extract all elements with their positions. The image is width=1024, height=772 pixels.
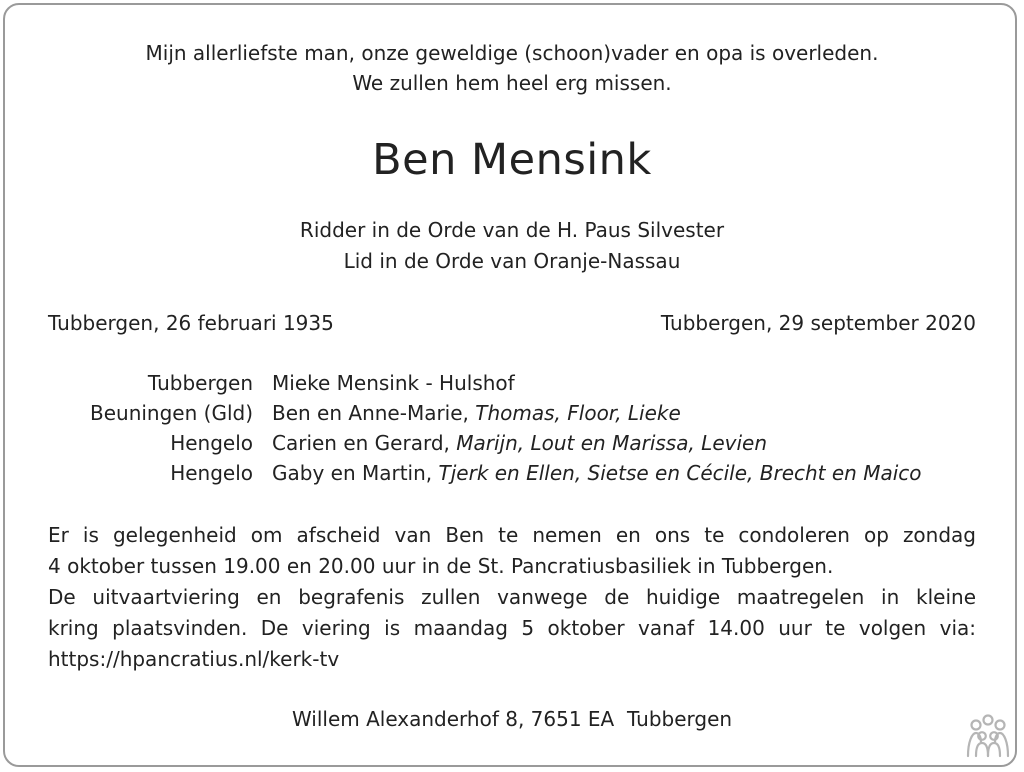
family-parents: Ben en Anne-Marie, (272, 401, 476, 425)
family-row (0, 458, 1024, 488)
family-names (272, 368, 515, 398)
family-people-icon (964, 712, 1012, 760)
condolence-message (48, 520, 976, 675)
message-line-4: kring plaatsvinden. De viering is maandag 5 oktober vanaf 14.00 uur te volgen via: (48, 616, 976, 640)
intro-line-1: Mijn allerliefste man, onze geweldige (schoon)vader en opa is overleden. (145, 41, 879, 65)
birth-date: Tubbergen, 26 februari 1935 (48, 311, 334, 335)
family-names (272, 428, 767, 458)
message-line-1: Er is gelegenheid om afscheid van Ben te nemen en ons te condoleren op zondag (48, 523, 976, 547)
family-grandchildren: Marijn, Lout en Marissa, Levien (456, 431, 768, 455)
family-place: Hengelo (170, 461, 253, 485)
family-grandchildren: Thomas, Floor, Lieke (475, 401, 681, 425)
family-names (272, 458, 922, 488)
family-grandchildren: Tjerk en Ellen, Sietse en Cécile, Brecht en Maico (438, 461, 922, 485)
family-place: Beuningen (Gld) (90, 401, 253, 425)
family-parents: Mieke Mensink - Hulshof (272, 371, 515, 395)
honor-oranje-nassau: Lid in de Orde van Oranje-Nassau (343, 249, 681, 273)
message-line-3: De uitvaartviering en begrafenis zullen vanwege de huidige maatregelen in kleine (48, 585, 976, 609)
livestream-link[interactable]: https://hpancratius.nl/kerk-tv (48, 647, 340, 671)
death-date: Tubbergen, 29 september 2020 (660, 311, 976, 335)
honor-silvester: Ridder in de Orde van de H. Paus Silvester (299, 218, 725, 242)
family-list (0, 368, 1024, 488)
family-row (0, 428, 1024, 458)
family-place: Hengelo (170, 431, 253, 455)
deceased-name: Ben Mensink (372, 135, 652, 185)
intro-line-2: We zullen hem heel erg missen. (352, 71, 672, 95)
home-address: Willem Alexanderhof 8, 7651 EA Tubbergen (291, 707, 733, 731)
family-parents: Carien en Gerard, (272, 431, 457, 455)
family-parents: Gaby en Martin, (272, 461, 439, 485)
family-names (272, 398, 681, 428)
family-row (0, 398, 1024, 428)
message-line-2: 4 oktober tussen 19.00 en 20.00 uur in de St. Pancratiusbasiliek in Tubbergen. (48, 554, 834, 578)
family-place: Tubbergen (147, 371, 253, 395)
family-row (0, 368, 1024, 398)
